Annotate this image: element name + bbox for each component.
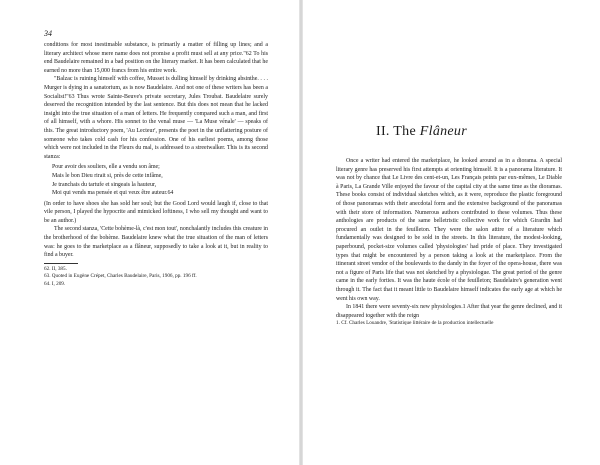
paragraph: Once a writer had entered the marketplace, he looked around as in a diorama. A special literary genre has preserved his first attempts at orienting himself. It is a panorama literature. It was not by chance that Le Livre des cent-et-un, Les Français peints par eux-mêmes, Le Diable à Paris, La Grande Ville enjoyed the favour of the capital city at the same time as the dioramas. These books consist of individual sketches which, as it were, reproduce the plastic foreground of those panoramas with their anecdotal form and the extensive background of the panoramas with their store of information. Numerous authors contributed to these volumes. Thus these anthologies are products of the same belletristic collective work for which Girardin had procured an outlet in the feuilleton. They were the salon attire of a literature which fundamentally was designed to be sold in the streets. In this literature, the modest-looking, paperbound, pocket-size volumes called 'physiologies' had pride of place. They investigated types that might be encountered by a person taking a look at the marketplace. From the itinerant street vendor of the boulevards to the dandy in the foyer of the opera-house, there was not a figure of Paris life that was not sketched by a physiologue. The great period of the genre came in the early forties. It was the haute école of the feuilleton; Baudelaire's generation went through it. The fact that it meant little to Baudelaire himself indicates the early age at which he went his own way. [336,158,562,302]
footnote: 63. Quoted in Eugène Crépet, Charles Baudelaire, Paris, 1906, pp. 196 ff. [44,273,197,280]
left-page [0,0,298,465]
paragraph: "Balzac is ruining himself with coffee, Musset is dulling himself by drinking absinthe. . . . Murger is dying in a sanatorium, as is now Baudelaire. And not one of these writers has been a Socialist!"63 Thus wrote Sainte-Beuve's private secretary, Jules Troubat. Baudelaire surely deserved the recognition intended by the last sentence. But this does not mean that he lacked insight into the true situation of a man of letters. He frequently compared such a man, and first of all himself, with a whore. His sonnet to the venal muse — 'La Muse vénale' — speaks of this. The great introductory poem, 'Au Lecteur', presents the poet in the unflattering posture of someone who takes cold cash for his confession. One of his earliest poems, among those which were not included in the Fleurs du mal, is addressed to a streetwalker. This is its second stanza: [44,76,268,160]
paragraph: In 1841 there were seventy-six new physiologies.1 After that year the genre declined, and it disappeared together with the reign [336,304,562,319]
right-page [304,0,600,465]
chapter-italic-word: Flâneur [419,124,467,139]
book-gutter [299,0,303,465]
footnote: 62. II, 385. [44,265,67,272]
footnotes [44,266,268,288]
paragraph: conditions for most inestimable substance, is primarily a matter of filling up lines; and a literary architect whose mere name does not promise a profit must sell at any price."62 To his end Baudelaire remained in a bad position on the literary market. It has been calculated that he earned no more than 15,000 francs from his entire work. [44,42,268,74]
verse-line: Je tranchais du tartufe et singeais la hauteur, [52,181,157,188]
footnote: 1. Cf. Charles Louandre, 'Statistique littéraire de la production intellectuelle [336,320,494,327]
chapter-numeral: II. [376,124,390,139]
footnote: 64. I, 209. [44,280,66,287]
verse-line: Mais le bon Dieu rirait si, près de cette infâme, [52,172,163,179]
chapter-title [376,124,467,140]
left-page-body [44,41,268,288]
right-page-body [336,157,562,328]
footnote-rule [44,263,78,264]
verse-line: Moi qui vends ma pensée et qui veux être auteur.64 [52,190,174,197]
chapter-word: The [393,124,416,139]
verse-stanza [52,163,268,197]
verse-line: Pour avoir des souliers, elle a vendu son âme; [52,164,160,171]
page-number: 34 [44,29,52,38]
paragraph: The second stanza, 'Cette bohème-là, c'est mon tout', nonchalantly includes this creature in the brotherhood of the bohème. Baudelaire knew what the true situation of the man of letters was: he goes to the marketplace as a flâneur, supposedly to take a look at it, but in reality to find a buyer. [44,226,268,259]
verse-translation: (In order to have shoes she has sold her soul; but the Good Lord would laugh if, close to that vile person, I played the hypocrite and mimicked loftiness, I who sell my thought and want to be an author.) [44,200,268,224]
